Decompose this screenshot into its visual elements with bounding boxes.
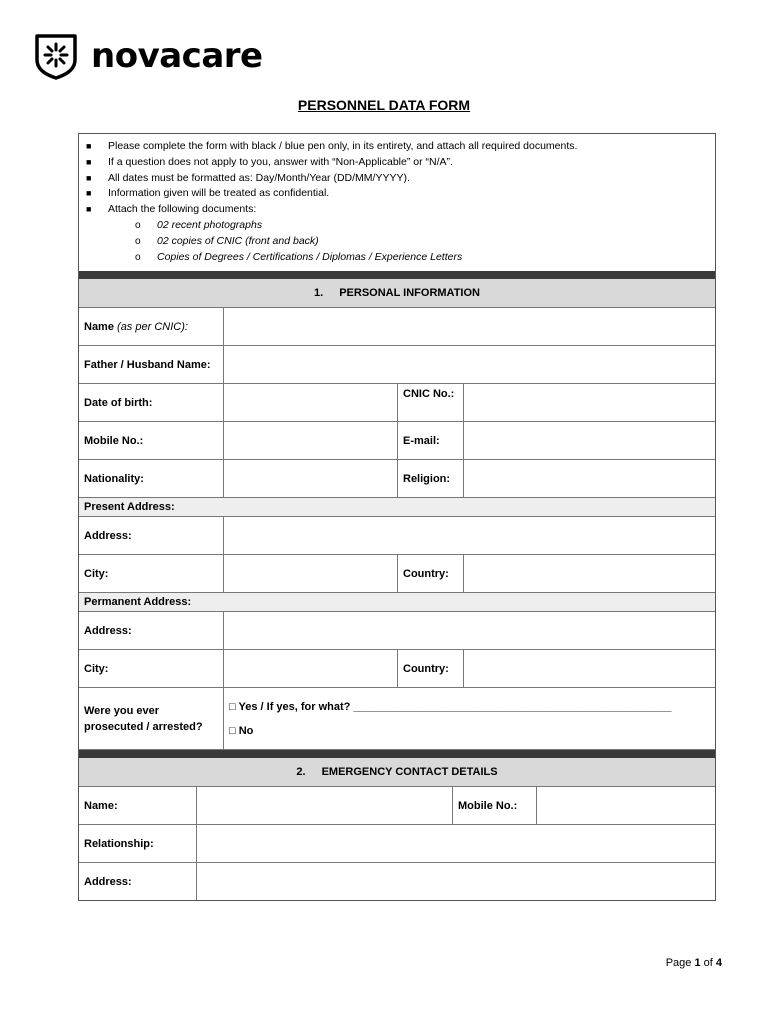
present-city-label: City:: [79, 555, 224, 592]
instruction-item: [85, 139, 709, 155]
row-emergency-relationship: [79, 825, 715, 863]
email-field[interactable]: [464, 422, 715, 459]
row-name: [79, 308, 715, 346]
instruction-text: Please complete the form with black / blue pen only, in its entirety, and attach all required documents.: [108, 140, 578, 152]
nationality-label: Nationality:: [79, 460, 224, 497]
emergency-mobile-label: Mobile No.:: [453, 787, 537, 824]
instruction-text: If a question does not apply to you, answer with “Non-Applicable” or “N/A”.: [108, 155, 453, 168]
father-name-field[interactable]: [224, 346, 715, 383]
nationality-field[interactable]: [224, 460, 398, 497]
circle-bullet-icon: o: [135, 235, 141, 247]
cnic-label: CNIC No.:: [398, 384, 464, 421]
father-name-label: Father / Husband Name:: [79, 346, 224, 383]
name-note: (as per CNIC):: [117, 320, 188, 333]
document-text: 02 recent photographs: [157, 218, 263, 231]
emergency-name-label: Name:: [79, 787, 197, 824]
circle-bullet-icon: o: [135, 219, 141, 231]
instruction-item: [85, 202, 709, 218]
document-item: [85, 218, 709, 234]
square-bullet-icon: ■: [86, 141, 92, 151]
section-divider: [79, 271, 715, 279]
document-text: Copies of Degrees / Certifications / Diplomas / Experience Letters: [157, 250, 463, 263]
row-emergency-name-mobile: [79, 787, 715, 825]
present-country-field[interactable]: [464, 555, 715, 592]
novacare-logo: [33, 32, 263, 80]
row-dob-cnic: [79, 384, 715, 422]
section-title: PERSONAL INFORMATION: [339, 287, 480, 300]
prosecuted-label: [79, 688, 224, 749]
emergency-address-label: Address:: [79, 863, 197, 900]
row-permanent-city: [79, 650, 715, 688]
row-permanent-address: [79, 612, 715, 650]
emergency-mobile-field[interactable]: [537, 787, 715, 824]
square-bullet-icon: ■: [86, 188, 92, 199]
relationship-label: Relationship:: [79, 825, 197, 862]
name-label: Name (as per CNIC):: [79, 308, 224, 345]
present-city-field[interactable]: [224, 555, 398, 592]
section-title: EMERGENCY CONTACT DETAILS: [321, 766, 498, 779]
row-father-name: [79, 346, 715, 384]
present-country-label: Country:: [398, 555, 464, 592]
instruction-item: [85, 186, 709, 202]
cnic-field[interactable]: [464, 384, 715, 421]
page-middle: of: [700, 957, 716, 969]
name-field[interactable]: [224, 308, 715, 345]
present-address-field[interactable]: [224, 517, 715, 554]
circle-bullet-icon: o: [135, 251, 141, 263]
section-heading-emergency: [79, 758, 715, 787]
document-item: [85, 250, 709, 266]
permanent-city-field[interactable]: [224, 650, 398, 687]
relationship-field[interactable]: [197, 825, 715, 862]
instruction-item: [85, 155, 709, 171]
permanent-address-field[interactable]: [224, 612, 715, 649]
religion-label: Religion:: [398, 460, 464, 497]
instruction-item: [85, 171, 709, 187]
dob-label: Date of birth:: [79, 384, 224, 421]
document-item: [85, 234, 709, 250]
shield-burst-icon: [33, 32, 79, 80]
prosecuted-label-line: prosecuted / arrested?: [84, 720, 203, 733]
dob-field[interactable]: [224, 384, 398, 421]
mobile-label: Mobile No.:: [79, 422, 224, 459]
permanent-country-field[interactable]: [464, 650, 715, 687]
page-number: [666, 957, 722, 969]
instruction-text: Information given will be treated as confidential.: [108, 187, 330, 200]
permanent-address-label: Address:: [79, 612, 224, 649]
section-heading-personal: [79, 279, 715, 308]
row-emergency-address: [79, 863, 715, 900]
row-prosecuted: [79, 688, 715, 750]
square-bullet-icon: ■: [86, 156, 92, 167]
permanent-city-label: City:: [79, 650, 224, 687]
permanent-country-label: Country:: [398, 650, 464, 687]
brand-name: novacare: [91, 36, 263, 76]
option-no-checkbox[interactable]: □ No: [229, 724, 254, 737]
row-present-address: [79, 517, 715, 555]
instruction-text: Attach the following documents:: [108, 203, 257, 216]
page-total: 4: [715, 957, 722, 969]
option-yes-checkbox[interactable]: □ Yes / If yes, for what? ____________________________________________________: [229, 700, 672, 713]
permanent-address-heading: Permanent Address:: [79, 593, 715, 612]
page-title: PERSONNEL DATA FORM: [297, 97, 471, 113]
page-current: 1: [694, 957, 701, 969]
square-bullet-icon: ■: [86, 204, 92, 215]
prosecuted-label-line: Were you ever: [84, 704, 160, 717]
emergency-name-field[interactable]: [197, 787, 453, 824]
square-bullet-icon: ■: [86, 172, 92, 183]
section-divider: [79, 750, 715, 758]
row-nationality-religion: [79, 460, 715, 498]
religion-field[interactable]: [464, 460, 715, 497]
instruction-text: All dates must be formatted as: Day/Month/Year (DD/MM/YYYY).: [108, 171, 410, 184]
present-address-heading: Present Address:: [79, 498, 715, 517]
document-text: 02 copies of CNIC (front and back): [157, 234, 319, 247]
present-address-label: Address:: [79, 517, 224, 554]
prosecuted-options: [224, 688, 715, 749]
row-present-city: [79, 555, 715, 593]
email-label: E-mail:: [398, 422, 464, 459]
mobile-field[interactable]: [224, 422, 398, 459]
row-mobile-email: [79, 422, 715, 460]
page-prefix: Page: [665, 957, 695, 969]
instructions-block: [79, 134, 715, 271]
form-sheet: [78, 133, 716, 901]
emergency-address-field[interactable]: [197, 863, 715, 900]
section-number: 1.: [314, 287, 324, 300]
section-number: 2.: [296, 766, 306, 779]
